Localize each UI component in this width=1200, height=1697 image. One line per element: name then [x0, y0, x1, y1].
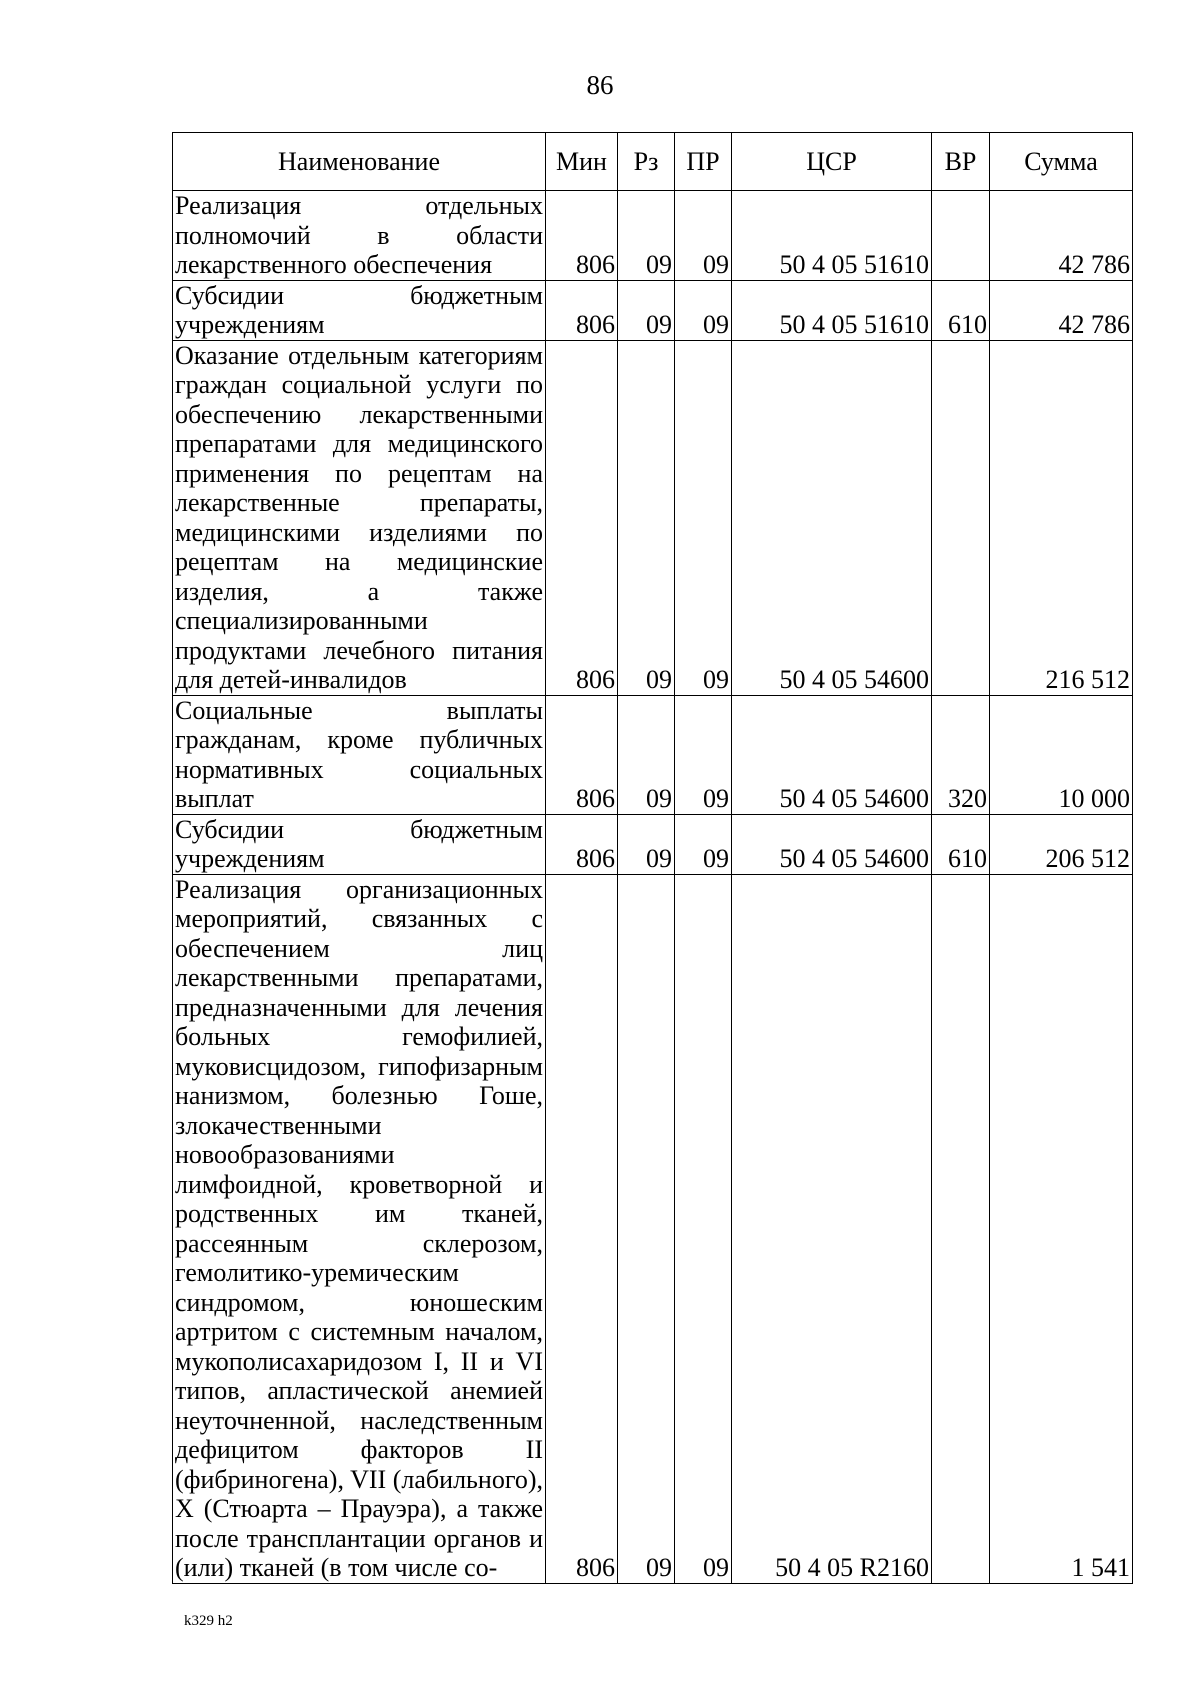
row-pr: 09	[675, 695, 732, 814]
row-name: Субсидии бюджетным учреждениям	[173, 280, 546, 340]
row-csr: 50 4 05 54600	[732, 695, 932, 814]
row-rz: 09	[618, 814, 675, 874]
row-name: Оказание отдельным категориям граждан социальной услуги по обеспечению лекарственными препаратами для медицинского применения по рецептам на лекарственные препараты, медицинскими изделиями по рецептам на медицинские изделия, а также специализированными продуктами лечебного питания для детей-инвалидов	[173, 340, 546, 695]
row-vr	[932, 191, 990, 281]
row-pr: 09	[675, 340, 732, 695]
header-pr: ПР	[675, 133, 732, 191]
row-pr: 09	[675, 191, 732, 281]
table-row	[173, 695, 1133, 814]
header-name: Наименование	[173, 133, 546, 191]
row-vr: 610	[932, 280, 990, 340]
header-min: Мин	[546, 133, 618, 191]
header-sum: Сумма	[990, 133, 1133, 191]
row-sum: 42 786	[990, 191, 1133, 281]
row-vr: 320	[932, 695, 990, 814]
row-csr: 50 4 05 54600	[732, 340, 932, 695]
row-min: 806	[546, 191, 618, 281]
row-rz: 09	[618, 191, 675, 281]
row-csr: 50 4 05 51610	[732, 191, 932, 281]
row-sum: 1 541	[990, 874, 1133, 1583]
row-min: 806	[546, 695, 618, 814]
table-row	[173, 814, 1133, 874]
table-row	[173, 340, 1133, 695]
row-sum: 216 512	[990, 340, 1133, 695]
row-vr: 610	[932, 814, 990, 874]
row-pr: 09	[675, 874, 732, 1583]
row-name: Социальные выплаты гражданам, кроме публичных нормативных социальных выплат	[173, 695, 546, 814]
row-rz: 09	[618, 280, 675, 340]
row-min: 806	[546, 814, 618, 874]
footer-code: k329 h2	[184, 1613, 233, 1629]
page-number: 86	[586, 70, 614, 100]
row-rz: 09	[618, 695, 675, 814]
row-sum: 206 512	[990, 814, 1133, 874]
row-rz: 09	[618, 340, 675, 695]
row-name: Реализация организационных мероприятий, связанных с обеспечением лиц лекарственными препаратами, предназначенными для лечения больных гемофилией, муковисцидозом, гипофизарным нанизмом, болезнью Гоше, злокачественными новообразованиями лимфоидной, кроветворной и родственных им тканей, рассеянным склерозом, гемолитико-уремическим синдромом, юношеским артритом с системным началом, мукополисахаридозом I, II и VI типов, апластической анемией неуточненной, наследственным дефицитом факторов II (фибриногена), VII (лабильного), X (Стюарта – Прауэра), а также после трансплантации органов и (или) тканей (в том числе со-	[173, 874, 546, 1583]
budget-table	[172, 132, 1133, 1584]
row-csr: 50 4 05 R2160	[732, 874, 932, 1583]
row-vr	[932, 340, 990, 695]
table-header-row	[173, 133, 1133, 191]
table-row	[173, 191, 1133, 281]
row-csr: 50 4 05 51610	[732, 280, 932, 340]
row-sum: 10 000	[990, 695, 1133, 814]
row-min: 806	[546, 874, 618, 1583]
row-pr: 09	[675, 814, 732, 874]
header-csr: ЦСР	[732, 133, 932, 191]
row-min: 806	[546, 340, 618, 695]
row-min: 806	[546, 280, 618, 340]
header-vr: ВР	[932, 133, 990, 191]
row-rz: 09	[618, 874, 675, 1583]
row-csr: 50 4 05 54600	[732, 814, 932, 874]
row-name: Субсидии бюджетным учреждениям	[173, 814, 546, 874]
header-rz: Рз	[618, 133, 675, 191]
row-sum: 42 786	[990, 280, 1133, 340]
row-pr: 09	[675, 280, 732, 340]
table-row	[173, 280, 1133, 340]
table-row	[173, 874, 1133, 1583]
row-vr	[932, 874, 990, 1583]
row-name: Реализация отдельных полномочий в области лекарственного обеспечения	[173, 191, 546, 281]
